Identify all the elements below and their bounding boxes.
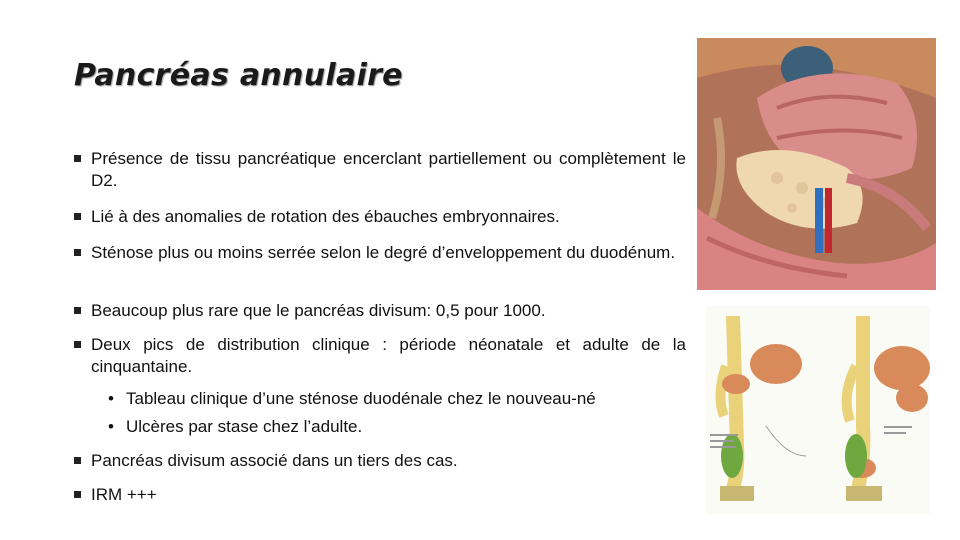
bullet-text: Pancréas divisum associé dans un tiers des cas. — [91, 451, 458, 470]
bullet-marker — [74, 155, 81, 162]
bullet-marker — [74, 341, 81, 348]
bullet-text: IRM +++ — [91, 485, 157, 504]
bullet-text: Lié à des anomalies de rotation des ébauches embryonnaires. — [91, 207, 560, 226]
sub-bullet-text: Tableau clinique d’une sténose duodénale chez le nouveau-né — [126, 389, 596, 408]
bullet-marker — [74, 491, 81, 498]
sub-list-item — [108, 416, 362, 438]
list-item — [74, 300, 686, 322]
list-item — [74, 206, 686, 228]
sub-bullet-marker: • — [108, 389, 114, 408]
bullet-text: Beaucoup plus rare que le pancréas divisum: 0,5 pour 1000. — [91, 301, 546, 320]
embryology-diagram — [706, 306, 930, 514]
bullet-marker — [74, 307, 81, 314]
bullet-marker — [74, 249, 81, 256]
bullet-text: Présence de tissu pancréatique encerclant partiellement ou complètement le D2. — [91, 149, 686, 190]
bullet-text: Sténose plus ou moins serrée selon le degré d’enveloppement du duodénum. — [91, 243, 676, 262]
list-item — [74, 148, 686, 192]
list-item — [74, 334, 686, 378]
bullet-marker — [74, 213, 81, 220]
anatomy-illustration — [697, 38, 936, 290]
list-item — [74, 450, 686, 472]
page-title: Pancréas annulaire — [74, 58, 403, 93]
list-item — [74, 484, 686, 506]
bullet-text: Deux pics de distribution clinique : période néonatale et adulte de la cinquantaine. — [91, 335, 686, 376]
sub-list-item — [108, 388, 596, 410]
bullet-marker — [74, 457, 81, 464]
sub-bullet-text: Ulcères par stase chez l’adulte. — [126, 417, 363, 436]
sub-bullet-marker: • — [108, 417, 114, 436]
list-item — [74, 242, 686, 264]
